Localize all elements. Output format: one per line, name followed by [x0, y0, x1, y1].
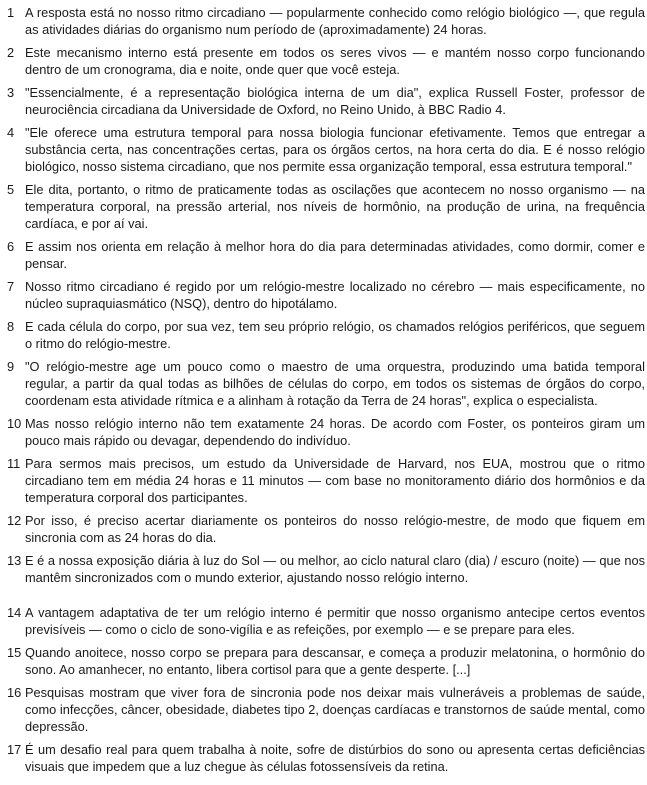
paragraph-text: "O relógio-mestre age um pouco como o maestro de uma orquestra, produzindo uma batida temporal regular, a partir da qual todas as bilhões de células do corpo, em todos os sistemas de órgãos do corpo, coordenam esta atividade rítmica e a alinham à rotação da Terra de 24 horas", explica o especialista.	[25, 359, 645, 408]
paragraph-text: E é a nossa exposição diária à luz do Sol — ou melhor, ao ciclo natural claro (dia) / escuro (noite) — que nos mantêm sincronizados com o mundo exterior, ajustando nosso relógio interno.	[25, 553, 645, 585]
paragraph-number: 4	[7, 125, 15, 140]
paragraph-item	[7, 604, 645, 638]
paragraph-number: 8	[7, 319, 15, 334]
paragraph-number: 11	[7, 456, 21, 471]
paragraph-item	[7, 684, 645, 735]
paragraph-number: 9	[7, 359, 15, 374]
paragraph-item	[7, 455, 645, 506]
paragraph-number: 12	[7, 513, 22, 528]
paragraph-number: 10	[7, 416, 22, 431]
paragraph-text: Quando anoitece, nosso corpo se prepara para descansar, e começa a produzir melatonina, o hormônio do sono. Ao amanhecer, no entanto, libera cortisol para que a gente desperte. [...]	[25, 645, 645, 677]
paragraph-number: 13	[7, 553, 22, 568]
paragraph-number: 5	[7, 182, 15, 197]
paragraph-item	[7, 415, 645, 449]
paragraph-item	[7, 44, 645, 78]
paragraph-item	[7, 741, 645, 775]
paragraph-text: Nosso ritmo circadiano é regido por um relógio-mestre localizado no cérebro — mais especificamente, no núcleo supraquiasmático (NSQ), dentro do hipotálamo.	[25, 279, 645, 311]
paragraph-number: 7	[7, 279, 15, 294]
paragraph-item	[7, 84, 645, 118]
paragraph-item	[7, 238, 645, 272]
paragraph-text: Pesquisas mostram que viver fora de sincronia pode nos deixar mais vulneráveis a problemas de saúde, como infecções, câncer, obesidade, diabetes tipo 2, doenças cardíacas e transtornos de saúde mental, como depressão.	[25, 685, 645, 734]
paragraph-number: 3	[7, 85, 15, 100]
paragraph-text: Ele dita, portanto, o ritmo de praticamente todas as oscilações que acontecem no nosso organismo — na temperatura corporal, na pressão arterial, nos níveis de hormônio, na produção de urina, na frequência cardíaca, e por aí vai.	[25, 182, 645, 231]
paragraph-text: A resposta está no nosso ritmo circadiano — popularmente conhecido como relógio biológico —, que regula as atividades diárias do organismo num período de (aproximadamente) 24 horas.	[25, 5, 645, 37]
paragraph-item	[7, 552, 645, 586]
paragraph-text: "Ele oferece uma estrutura temporal para nossa biologia funcionar efetivamente. Temos que entregar a substância certa, nas concentrações certas, para os órgãos certos, na hora certa do dia. E é nosso relógio biológico, nosso sistema circadiano, que nos permite essa organização temporal, essa estrutura temporal."	[25, 125, 645, 174]
paragraph-number: 1	[7, 5, 15, 20]
paragraph-item	[7, 181, 645, 232]
paragraph-item	[7, 644, 645, 678]
paragraph-item	[7, 512, 645, 546]
paragraph-item	[7, 278, 645, 312]
paragraph-text: Este mecanismo interno está presente em todos os seres vivos — e mantém nosso corpo funcionando dentro de um cronograma, dia e noite, onde quer que você esteja.	[25, 45, 645, 77]
paragraph-text: É um desafio real para quem trabalha à noite, sofre de distúrbios do sono ou apresenta certas deficiências visuais que impedem que a luz chegue às células fotossensíveis da retina.	[25, 742, 645, 774]
paragraph-text: Para sermos mais precisos, um estudo da Universidade de Harvard, nos EUA, mostrou que o ritmo circadiano tem em média 24 horas e 11 minutos — com base no monitoramento diário dos hormônios e da temperatura corporal dos participantes.	[25, 456, 645, 505]
paragraph-number: 2	[7, 45, 15, 60]
paragraph-number: 6	[7, 239, 15, 254]
paragraph-text: E assim nos orienta em relação à melhor hora do dia para determinadas atividades, como dormir, comer e pensar.	[25, 239, 645, 271]
paragraph-item	[7, 4, 645, 38]
paragraph-number: 17	[7, 742, 22, 757]
paragraph-text: "Essencialmente, é a representação biológica interna de um dia", explica Russell Foster, professor de neurociência circadiana da Universidade de Oxford, no Reino Unido, à BBC Radio 4.	[25, 85, 645, 117]
paragraph-text: E cada célula do corpo, por sua vez, tem seu próprio relógio, os chamados relógios periféricos, que seguem o ritmo do relógio-mestre.	[25, 319, 645, 351]
paragraph-text: Mas nosso relógio interno não tem exatamente 24 horas. De acordo com Foster, os ponteiros giram um pouco mais rápido ou devagar, dependendo do indivíduo.	[25, 416, 645, 448]
paragraph-item	[7, 318, 645, 352]
paragraph-item	[7, 124, 645, 175]
paragraph-text: Por isso, é preciso acertar diariamente os ponteiros do nosso relógio-mestre, de modo que fiquem em sincronia com as 24 horas do dia.	[25, 513, 645, 545]
paragraph-number: 14	[7, 605, 22, 620]
paragraph-text: A vantagem adaptativa de ter um relógio interno é permitir que nosso organismo antecipe certos eventos previsíveis — como o ciclo de sono-vigília e as refeições, por exemplo — e se prepare para eles.	[25, 605, 645, 637]
paragraph-item	[7, 358, 645, 409]
paragraph-number: 15	[7, 645, 22, 660]
paragraph-number: 16	[7, 685, 22, 700]
